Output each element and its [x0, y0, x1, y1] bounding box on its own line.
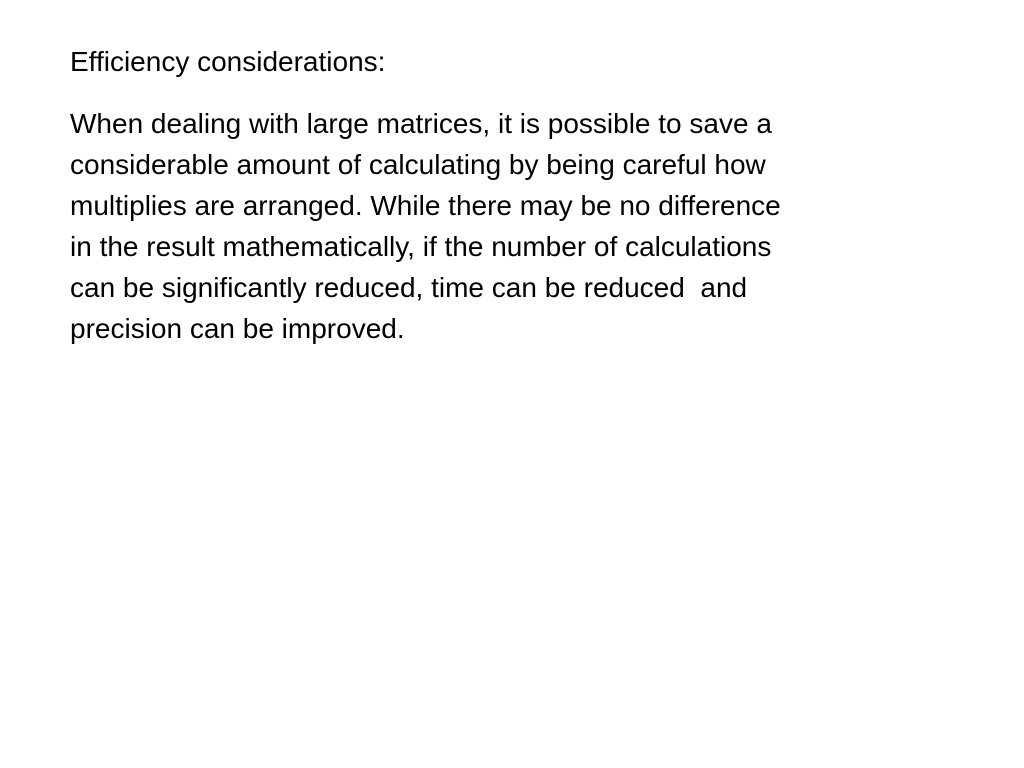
body-line: When dealing with large matrices, it is possible to save a	[70, 108, 772, 139]
body-line: can be significantly reduced, time can be reduced and	[70, 272, 748, 303]
body-line: multiplies are arranged. While there may be no difference	[70, 190, 781, 221]
body-line: precision can be improved.	[70, 313, 405, 344]
body-line: in the result mathematically, if the number of calculations	[70, 231, 772, 262]
slide-body-paragraph	[70, 103, 970, 349]
slide-heading: Efficiency considerations:	[70, 46, 386, 77]
body-line: considerable amount of calculating by being careful how	[70, 149, 766, 180]
